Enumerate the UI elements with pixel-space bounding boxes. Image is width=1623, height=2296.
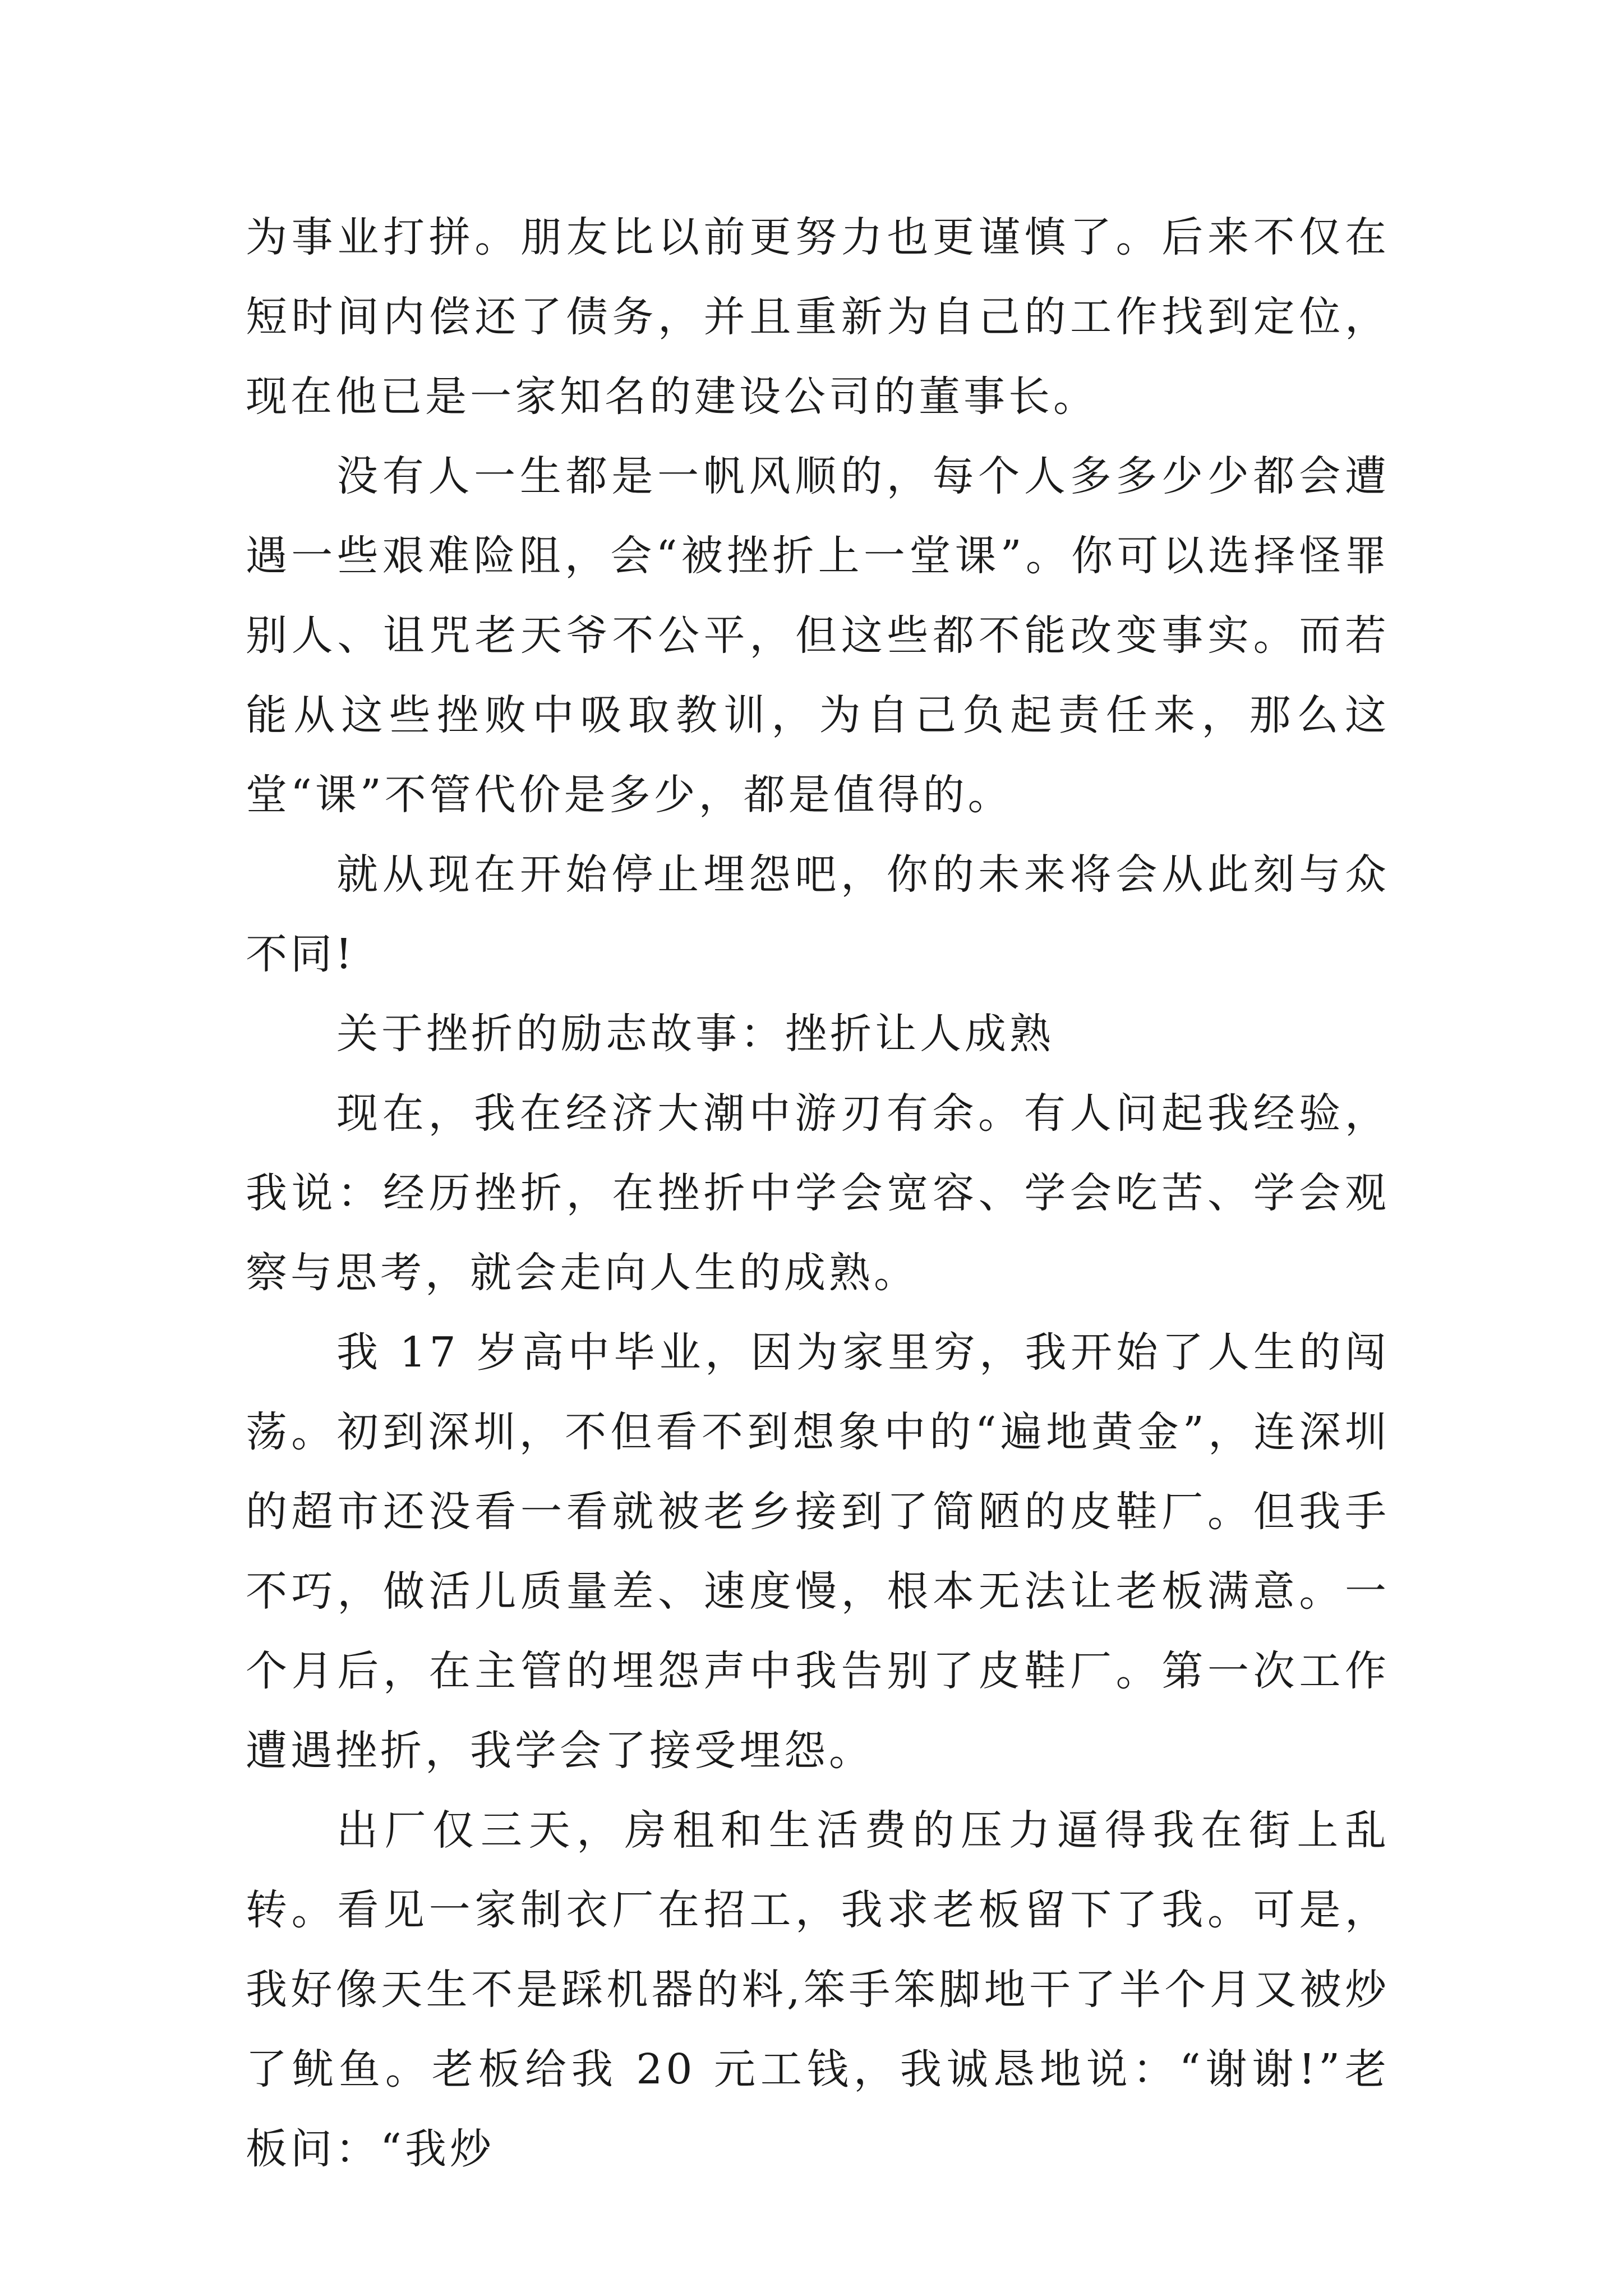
paragraph-1: 为事业打拼。朋友比以前更努力也更谨慎了。后来不仅在短时间内偿还了债务，并且重新为自己的工作找到定位，现在他已是一家知名的建设公司的董事长。 xyxy=(246,213,1390,421)
paragraph-6: 出厂仅三天，房租和生活费的压力逼得我在街上乱转。看见一家制衣厂在招工，我求老板留下了我。可是，我好像天生不是踩机器的料,笨手笨脚地干了半个月又被炒了鱿鱼。老板给我 20 元工钱，我诚恳地说：“谢谢!”老板问：“我炒 xyxy=(246,1806,1390,2173)
section-heading: 关于挫折的励志故事：挫折让人成熟 xyxy=(336,1010,1054,1058)
paragraph-5: 我 17 岁高中毕业，因为家里穷，我开始了人生的闯荡。初到深圳，不但看不到想象中的“遍地黄金”，连深圳的超市还没看一看就被老乡接到了简陋的皮鞋厂。但我手不巧，做活儿质量差、速度慢，根本无法让老板满意。一个月后，在主管的埋怨声中我告别了皮鞋厂。第一次工作遭遇挫折，我学会了接受埋怨。 xyxy=(246,1328,1390,1775)
paragraph-4: 现在，我在经济大潮中游刃有余。有人问起我经验，我说：经历挫折，在挫折中学会宽容、学会吃苦、学会观察与思考，就会走向人生的成熟。 xyxy=(246,1089,1390,1297)
paragraph-3: 就从现在开始停止埋怨吧，你的未来将会从此刻与众不同! xyxy=(246,850,1390,978)
document-body xyxy=(246,197,1390,2189)
paragraph-2: 没有人一生都是一帆风顺的，每个人多多少少都会遭遇一些艰难险阻，会“被挫折上一堂课”。你可以选择怪罪别人、诅咒老天爷不公平，但这些都不能改变事实。而若能从这些挫败中吸取教训，为自己负起责任来，那么这堂“课”不管代价是多少，都是值得的。 xyxy=(246,452,1390,819)
